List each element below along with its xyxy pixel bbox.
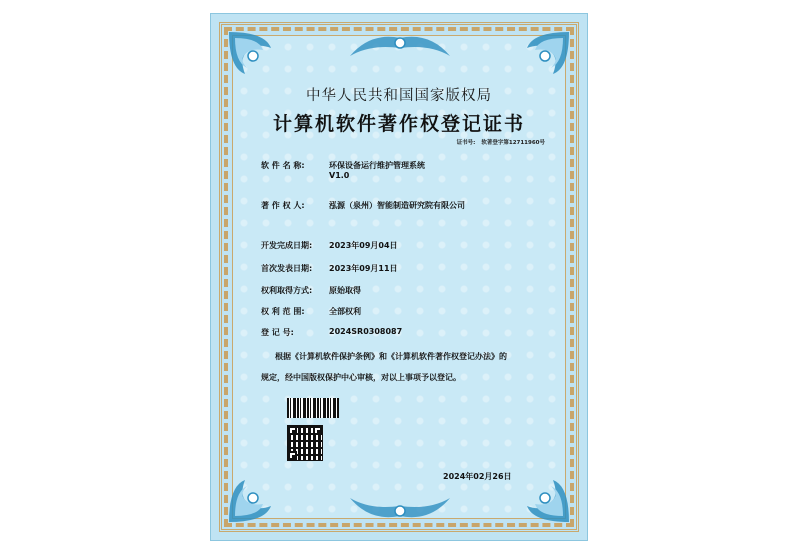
issue-date: 2024年02月26日	[443, 472, 512, 481]
field-label: 著 作 权 人:	[261, 201, 305, 210]
field-value: 全部权利	[329, 307, 361, 316]
certificate-number	[451, 138, 545, 146]
field-value: 2023年09月11日	[329, 264, 398, 273]
certificate-number-value: 软著登字第12711960号	[481, 140, 545, 146]
field-value: 2024SR0308087	[329, 327, 403, 336]
field-registration-number	[261, 327, 402, 338]
field-value: 环保设备运行维护管理系统	[329, 161, 425, 170]
field-value: 2023年09月04日	[329, 241, 398, 250]
field-label: 首次发表日期:	[261, 264, 313, 273]
field-acquisition-method	[261, 285, 361, 296]
field-label: 权利取得方式:	[261, 286, 313, 295]
corner-ornament-bottom-right	[503, 456, 573, 526]
certificate	[210, 13, 588, 541]
statement-line-2: 规定，经中国版权保护中心审核，对以上事项予以登记。	[261, 373, 461, 382]
top-crest-ornament	[340, 30, 460, 60]
field-value: 原始取得	[329, 286, 361, 295]
certificate-title: 计算机软件著作权登记证书	[272, 113, 525, 135]
field-value: 泓源（泉州）智能制造研究院有限公司	[329, 201, 465, 210]
field-label: 软 件 名 称:	[261, 161, 305, 170]
field-rights-scope	[261, 306, 361, 317]
field-value-version: V1.0	[329, 171, 350, 180]
field-label: 权 利 范 围:	[261, 307, 305, 316]
certificate-body	[232, 35, 566, 519]
field-publication-date	[261, 263, 398, 274]
certificate-number-label: 证书号:	[456, 140, 476, 146]
field-label: 登 记 号:	[261, 328, 294, 337]
qr-code-image	[288, 426, 322, 460]
field-label: 开发完成日期:	[261, 241, 313, 250]
field-completion-date	[261, 240, 398, 251]
barcode-image	[287, 398, 339, 418]
statement-line-1: 根据《计算机软件保护条例》和《计算机软件著作权登记办法》的	[275, 352, 507, 361]
corner-ornament-bottom-left	[225, 456, 295, 526]
issuing-authority: 中华人民共和国国家版权局	[306, 88, 492, 104]
field-copyright-owner	[261, 200, 465, 211]
field-software-name	[261, 160, 425, 180]
bottom-crest-ornament	[340, 494, 460, 524]
legal-statement	[261, 346, 551, 388]
